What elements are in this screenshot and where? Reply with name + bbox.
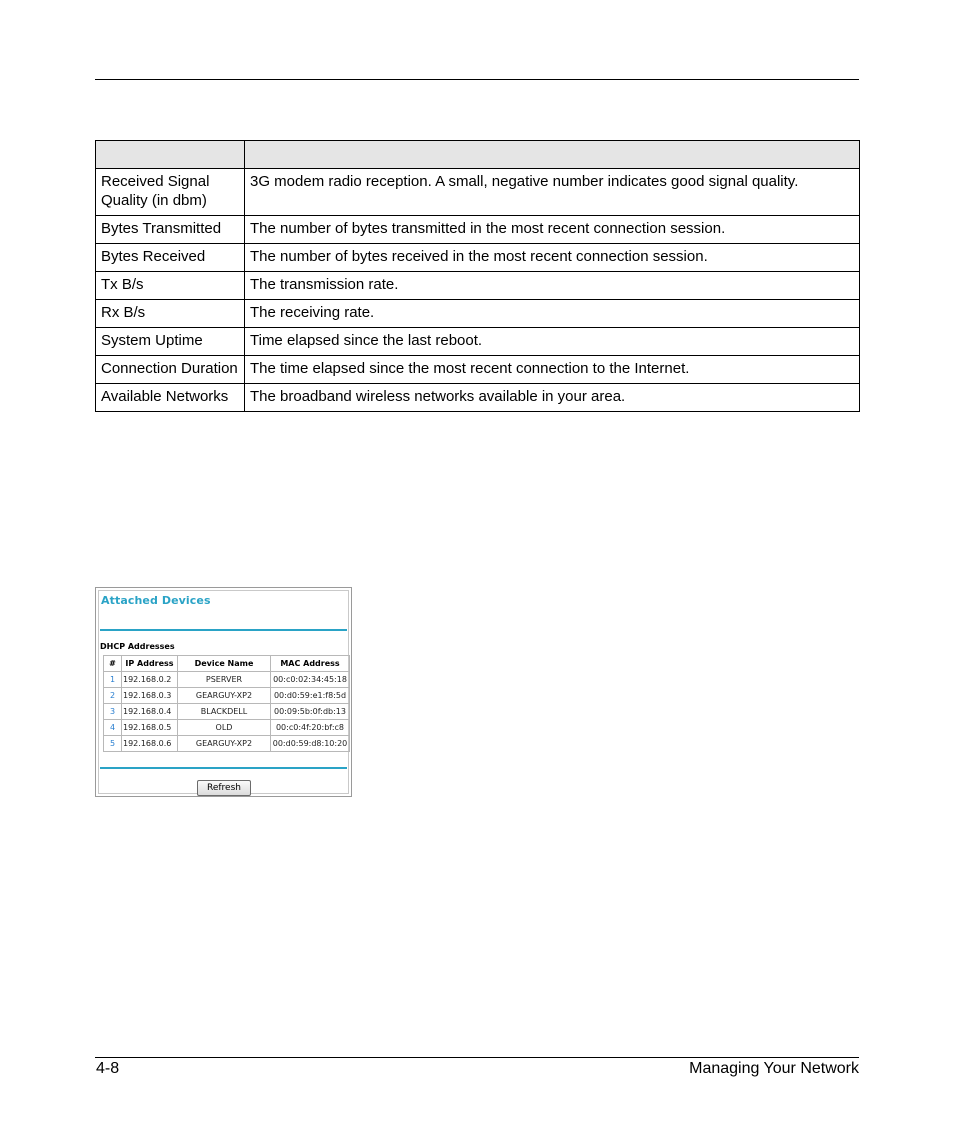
device-index-link[interactable]: 2 [104, 688, 122, 704]
device-mac-cell: 00:c0:02:34:45:18 [271, 672, 350, 688]
table-row [96, 356, 860, 384]
header-rule [95, 79, 859, 80]
field-name-cell: Received Signal Quality (in dbm) [96, 169, 245, 216]
column-header-index: # [104, 656, 122, 672]
device-row [104, 672, 350, 688]
device-name-cell: BLACKDELL [178, 704, 271, 720]
device-ip-cell: 192.168.0.3 [122, 688, 178, 704]
field-description-cell: The broadband wireless networks available in your area. [245, 384, 860, 412]
table-header-cell [96, 141, 245, 169]
dhcp-addresses-label: DHCP Addresses [100, 642, 175, 651]
table-header-row [96, 141, 860, 169]
device-index-link[interactable]: 5 [104, 736, 122, 752]
field-description-cell: The number of bytes transmitted in the most recent connection session. [245, 216, 860, 244]
field-name-cell: System Uptime [96, 328, 245, 356]
device-name-cell: GEARGUY-XP2 [178, 736, 271, 752]
devices-table [103, 655, 350, 752]
page-number: 4-8 [96, 1060, 120, 1077]
device-ip-cell: 192.168.0.2 [122, 672, 178, 688]
field-description-cell: Time elapsed since the last reboot. [245, 328, 860, 356]
field-description-cell: The number of bytes received in the most recent connection session. [245, 244, 860, 272]
table-row [96, 300, 860, 328]
attached-devices-title: Attached Devices [101, 594, 211, 607]
device-row [104, 688, 350, 704]
field-description-cell: The receiving rate. [245, 300, 860, 328]
field-description-cell: The time elapsed since the most recent connection to the Internet. [245, 356, 860, 384]
device-ip-cell: 192.168.0.6 [122, 736, 178, 752]
device-mac-cell: 00:09:5b:0f:db:13 [271, 704, 350, 720]
table-row [96, 244, 860, 272]
footer-rule [95, 1057, 859, 1058]
status-fields-table [95, 140, 860, 412]
device-row [104, 720, 350, 736]
device-name-cell: OLD [178, 720, 271, 736]
refresh-button[interactable]: Refresh [197, 780, 251, 796]
field-name-cell: Bytes Received [96, 244, 245, 272]
device-index-link[interactable]: 4 [104, 720, 122, 736]
device-row [104, 704, 350, 720]
devices-header-row [104, 656, 350, 672]
table-row [96, 216, 860, 244]
field-name-cell: Bytes Transmitted [96, 216, 245, 244]
field-name-cell: Connection Duration [96, 356, 245, 384]
table-row [96, 328, 860, 356]
table-header-cell [245, 141, 860, 169]
field-description-cell: 3G modem radio reception. A small, negative number indicates good signal quality. [245, 169, 860, 216]
attached-devices-screenshot [95, 587, 352, 797]
column-header-device-name: Device Name [178, 656, 271, 672]
device-index-link[interactable]: 1 [104, 672, 122, 688]
table-row [96, 169, 860, 216]
device-ip-cell: 192.168.0.5 [122, 720, 178, 736]
field-name-cell: Tx B/s [96, 272, 245, 300]
table-row [96, 272, 860, 300]
field-name-cell: Rx B/s [96, 300, 245, 328]
device-mac-cell: 00:d0:59:d8:10:20 [271, 736, 350, 752]
table-divider [100, 767, 347, 769]
device-mac-cell: 00:c0:4f:20:bf:c8 [271, 720, 350, 736]
column-header-ip: IP Address [122, 656, 178, 672]
device-index-link[interactable]: 3 [104, 704, 122, 720]
screenshot-frame [98, 590, 349, 794]
title-divider [100, 629, 347, 631]
section-title: Managing Your Network [689, 1060, 859, 1077]
device-ip-cell: 192.168.0.4 [122, 704, 178, 720]
device-name-cell: GEARGUY-XP2 [178, 688, 271, 704]
device-mac-cell: 00:d0:59:e1:f8:5d [271, 688, 350, 704]
field-description-cell: The transmission rate. [245, 272, 860, 300]
field-name-cell: Available Networks [96, 384, 245, 412]
column-header-mac: MAC Address [271, 656, 350, 672]
device-name-cell: PSERVER [178, 672, 271, 688]
table-row [96, 384, 860, 412]
device-row [104, 736, 350, 752]
